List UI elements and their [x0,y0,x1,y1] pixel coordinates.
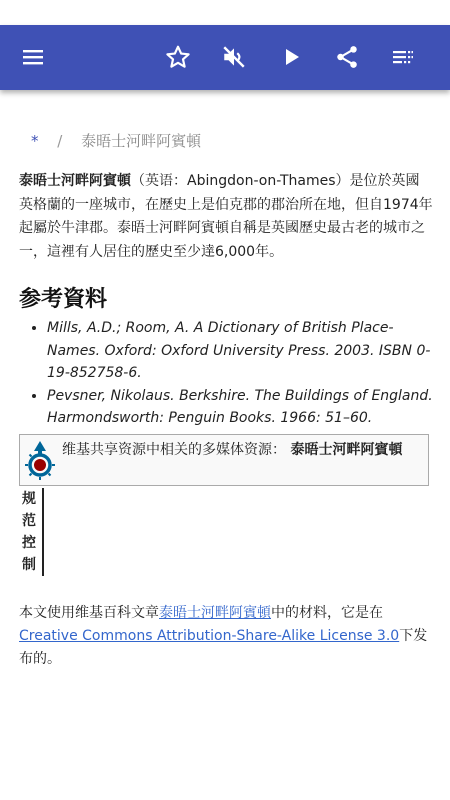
menu-icon [21,45,45,69]
article-lead-text: （英语：Abingdon-on-Thames）是位於英國英格蘭的一座城市，在歷史上是伯克郡的郡治所在地，但自1974年起屬於牛津郡。泰晤士河畔阿賓頓自稱是英國歷史最古老的城市之一，這裡有人居住的歷史至少達6,000年。 [19,173,433,260]
playlist-button[interactable] [383,37,423,77]
breadcrumb-current: 泰晤士河畔阿賓頓 [81,132,202,150]
article-content [19,126,433,671]
breadcrumb-separator: / [57,132,63,150]
authority-control: 规范控制 [19,488,44,576]
license-prefix: 本文使用维基百科文章 [19,604,159,621]
license-link[interactable]: Creative Commons Attribution-Share-Alike License 3.0 [19,627,400,644]
share-button[interactable] [327,37,367,77]
commons-box[interactable] [19,434,429,486]
mute-icon [221,44,247,70]
license-suffix: 下发布的。 [19,627,428,667]
share-icon [334,44,360,70]
references-heading: 参考資料 [19,287,108,312]
references-list [19,317,433,430]
wikimedia-commons-icon [22,439,58,481]
commons-label: 维基共享资源中相关的多媒体资源： [62,441,286,458]
commons-text [62,439,408,461]
breadcrumb [19,126,433,156]
license-notice [19,602,433,671]
status-bar [0,0,450,25]
bookmark-button[interactable] [158,37,198,77]
app-bar [0,25,450,90]
play-button[interactable] [271,37,311,77]
menu-button[interactable] [13,37,53,77]
breadcrumb-root[interactable]: * [31,132,39,150]
article-source-link[interactable]: 泰晤士河畔阿賓頓 [159,604,271,621]
reference-item: • Pevsner, Nikolaus. Berkshire. The Buildings of England. Harmondsworth: Penguin Books. 1966: 51–60. [47,385,433,430]
playlist-icon [391,45,415,69]
reference-item: • Mills, A.D.; Room, A. A Dictionary of British Place-Names. Oxford: Oxford University Press. 2003. ISBN 0-19-852758-6. [47,317,433,385]
article-lead [19,170,433,264]
article-title: 泰晤士河畔阿賓頓 [19,173,131,189]
license-middle: 中的材料，它是在 [271,604,383,621]
mute-button[interactable] [214,37,254,77]
commons-link[interactable]: 泰晤士河畔阿賓頓 [290,441,403,458]
play-icon [279,45,303,69]
star-icon [165,44,191,70]
